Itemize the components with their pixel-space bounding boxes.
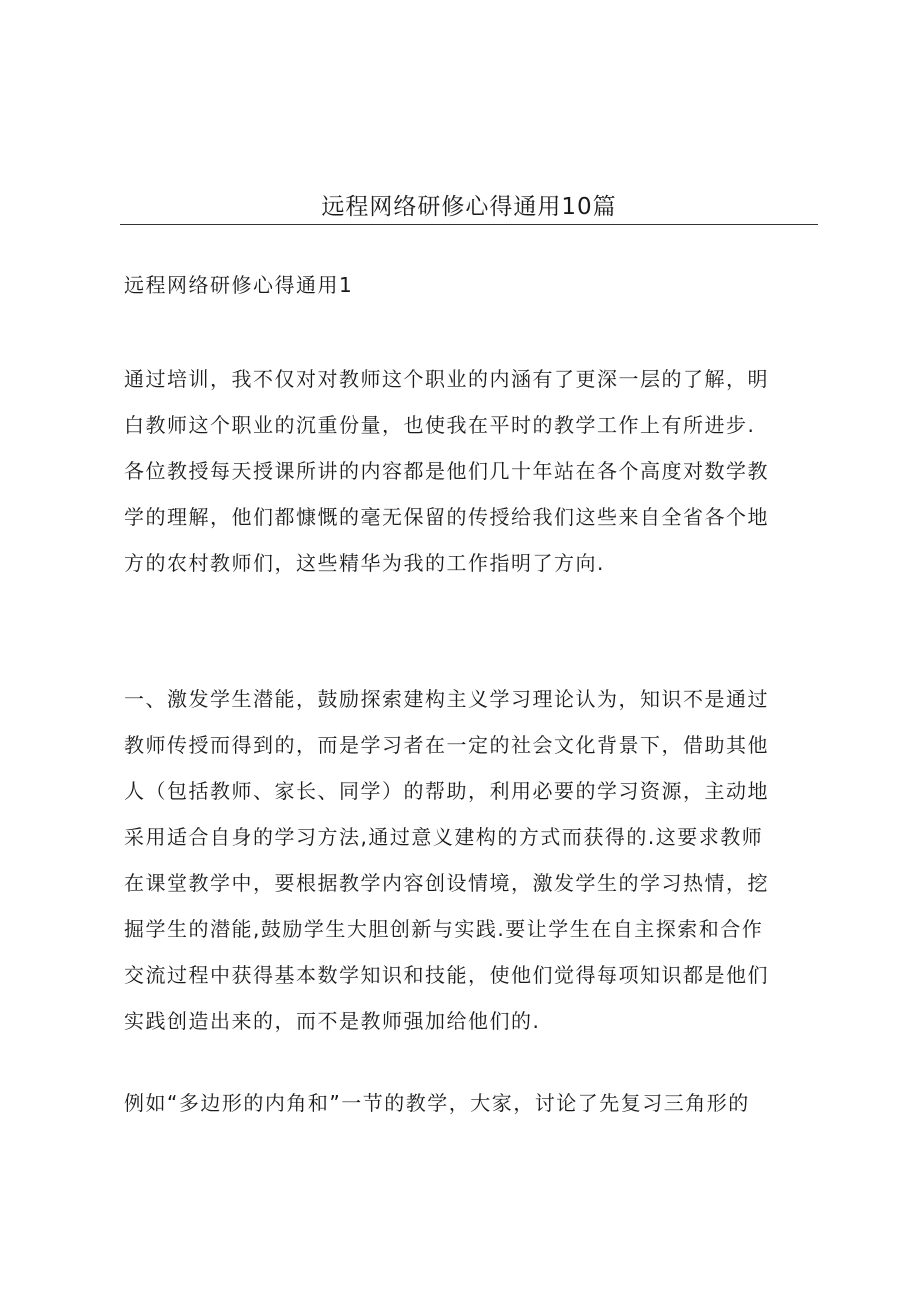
paragraph-line: 采用适合自身的学习方法,通过意义建构的方式而获得的.这要求教师 [124,825,764,849]
title-underline-divider [120,224,818,225]
paragraph-line: 各位教授每天授课所讲的内容都是他们几十年站在各个高度对数学教 [124,459,769,483]
paragraph-line: 掘学生的潜能,鼓励学生大胆创新与实践.要让学生在自主探索和合作 [124,917,764,941]
body-paragraph-3 [124,1080,824,1126]
paragraph-line: 通过培训，我不仅对对教师这个职业的内涵有了更深一层的了解，明 [124,367,769,391]
body-paragraph-2 [124,676,824,1044]
paragraph-line: 学的理解，他们都慷慨的毫无保留的传授给我们这些来自全省各个地 [124,505,769,529]
paragraph-line: 人（包括教师、家长、同学）的帮助，利用必要的学习资源，主动地 [124,779,769,803]
paragraph-line: 一、激发学生潜能，鼓励探索建构主义学习理论认为，知识不是通过 [124,687,769,711]
paragraph-line: 在课堂教学中，要根据教学内容创设情境，激发学生的学习热情，挖 [124,871,769,895]
paragraph-line: 白教师这个职业的沉重份量，也使我在平时的教学工作上有所进步. [124,413,756,437]
paragraph-line: 教师传授而得到的，而是学习者在一定的社会文化背景下，借助其他 [124,733,769,757]
paragraph-line: 例如“多边形的内角和”一节的教学，大家，讨论了先复习三角形的 [124,1091,750,1115]
paragraph-line: 交流过程中获得基本数学知识和技能，使他们觉得每项知识都是他们 [124,963,769,987]
paragraph-line: 实践创造出来的，而不是教师强加给他们的. [124,1009,541,1033]
body-paragraph-1 [124,356,824,586]
section-heading: 远程网络研修心得通用1 [124,273,354,297]
document-title: 远程网络研修心得通用10篇 [321,194,617,220]
paragraph-line: 方的农村教师们，这些精华为我的工作指明了方向. [124,551,605,575]
